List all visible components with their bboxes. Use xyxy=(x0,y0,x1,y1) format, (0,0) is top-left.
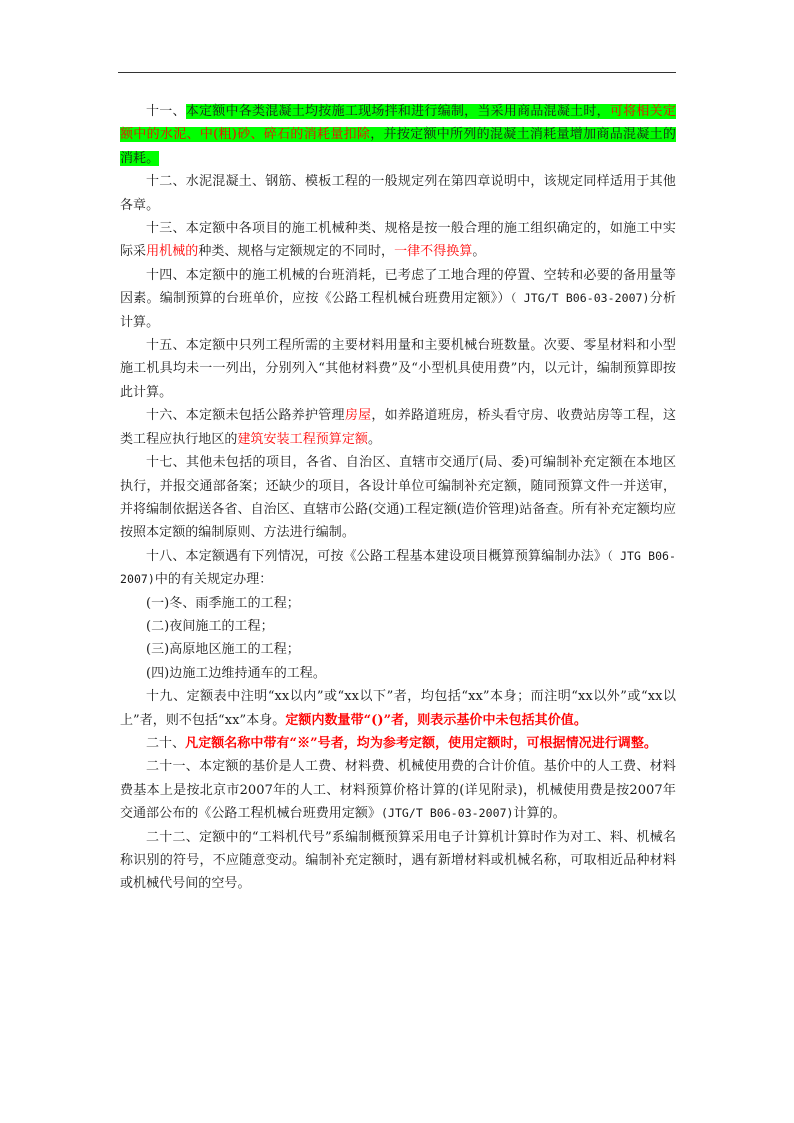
text-run: 十七、其他未包括的项目，各省、自治区、直辖市交通厅(局、委)可编制补充定额在本地区执行，并报交通部备案；还缺少的项目，各设计单位可编制补充定额，随同预算文件一并送审，并将编制依据送各省、自治区、直辖市公路(交通)工程定额(造价管理)站备查。所有补充定额均应按照本定额的编制原则、方法进行编制。 xyxy=(120,455,676,541)
text-run: 房屋 xyxy=(344,408,372,424)
text-run: (一)冬、雨季施工的工程； xyxy=(146,595,300,611)
text-run: 凡定额名称中带有“※”号者，均为参考定额，使用定额时，可根据情况进行调整。 xyxy=(185,735,657,751)
document-body xyxy=(120,100,676,896)
text-run: 十二、水泥混凝土、钢筋、模板工程的一般规定列在第四章说明中，该规定同样适用于其他各章。 xyxy=(120,174,676,213)
paragraph xyxy=(120,732,676,755)
paragraph xyxy=(120,592,676,615)
text-run: 中的有关规定办理： xyxy=(154,572,273,588)
paragraph xyxy=(120,217,676,264)
text-run: 建筑安装工程预算定额 xyxy=(237,431,368,447)
text-run: ，如养路道班房，桥头看守房、收费站房等工程，这类工程应执行地区的 xyxy=(120,408,676,447)
text-run: 十四、本定额中的施工机械的台班消耗，已考虑了工地合理的停置、空转和必要的备用量等因素。编制预算的台班单价，应按《公路工程机械台班费用定额》） xyxy=(120,267,676,307)
text-run: (二)夜间施工的工程； xyxy=(146,618,274,634)
text-run: ，并按定额中所列的混凝土消耗量增加商品混凝土的消耗。 xyxy=(120,127,676,166)
text-run: 十一、 xyxy=(146,104,186,119)
text-run: 十九、定额表中注明“xx以内”或“xx以下”者，均包括“xx”本身；而注明“xx以外”或“xx以上”者，则不包括“xx”本身。 xyxy=(120,689,676,728)
text-run: 分析计算。 xyxy=(120,291,676,330)
header-rule xyxy=(118,72,676,73)
paragraph xyxy=(120,100,676,170)
text-run: 二十、 xyxy=(146,735,186,751)
text-run: 用机械的 xyxy=(146,244,199,260)
paragraph xyxy=(120,264,676,334)
text-run: 可将相关定额中的水泥、中(粗)砂、碎石的消耗量扣除 xyxy=(120,104,676,143)
text-run: （ JTG B06-2007) xyxy=(120,548,676,587)
text-run: 种类、规格与定额规定的不同时， xyxy=(198,244,395,260)
text-run: 本定额中各类混凝土均按施工现场拌和进行编制，当采用商品混凝土时， xyxy=(185,104,610,119)
text-run: 十五、本定额中只列工程所需的主要材料用量和主要机械台班数量。次要、零星材料和小型施工机具均未一一列出，分别列入“其他材料费”及“小型机具使用费”内，以元计，编制预算即按此计算。 xyxy=(120,338,676,400)
paragraph xyxy=(120,755,676,825)
paragraph xyxy=(120,545,676,592)
text-run: 。 xyxy=(472,244,486,260)
paragraph xyxy=(120,615,676,638)
paragraph xyxy=(120,451,676,545)
text-run: 一律不得换算 xyxy=(394,244,473,260)
paragraph xyxy=(120,662,676,685)
paragraph xyxy=(120,404,676,451)
text-run: (三)高原地区施工的工程； xyxy=(146,642,300,658)
text-run: 十八、本定额遇有下列情况，可按《公路工程基本建设项目概算预算编制办法》 xyxy=(146,548,608,564)
text-run: (四)边施工边维持通车的工程。 xyxy=(146,665,326,681)
text-run: 十六、本定额未包括公路养护管理 xyxy=(146,408,345,424)
text-run: 十三、本定额中各项目的施工机械种类、规格是按一般合理的施工组织确定的，如施工中实际采 xyxy=(120,221,676,260)
text-run: （ JTG/T B06-03-2007) xyxy=(510,291,650,306)
text-run: 二十二、定额中的“工料机代号”系编制概预算采用电子计算机计算时作为对工、料、机械名称识别的符号，不应随意变动。编制补充定额时，遇有新增材料或机械名称，可取相近品种材料或机械代号间的空号。 xyxy=(120,829,676,892)
text-run: 定额内数量带“()”者，则表示基价中未包括其价值。 xyxy=(285,712,587,728)
text-run: (JTG/T B06-03-2007) xyxy=(381,806,514,821)
text-run: 计算的。 xyxy=(513,806,566,822)
paragraph xyxy=(120,826,676,896)
text-run: 。 xyxy=(367,431,382,447)
paragraph xyxy=(120,334,676,404)
paragraph xyxy=(120,638,676,661)
paragraph xyxy=(120,685,676,732)
paragraph xyxy=(120,170,676,217)
text-run: 二十一、本定额的基价是人工费、材料费、机械使用费的合计价值。基价中的人工费、材料费基本上是按北京市2007年的人工、材料预算价格计算的(详见附录)，机械使用费是按2007年交通部公布的《公路工程机械台班费用定额》 xyxy=(120,759,676,822)
